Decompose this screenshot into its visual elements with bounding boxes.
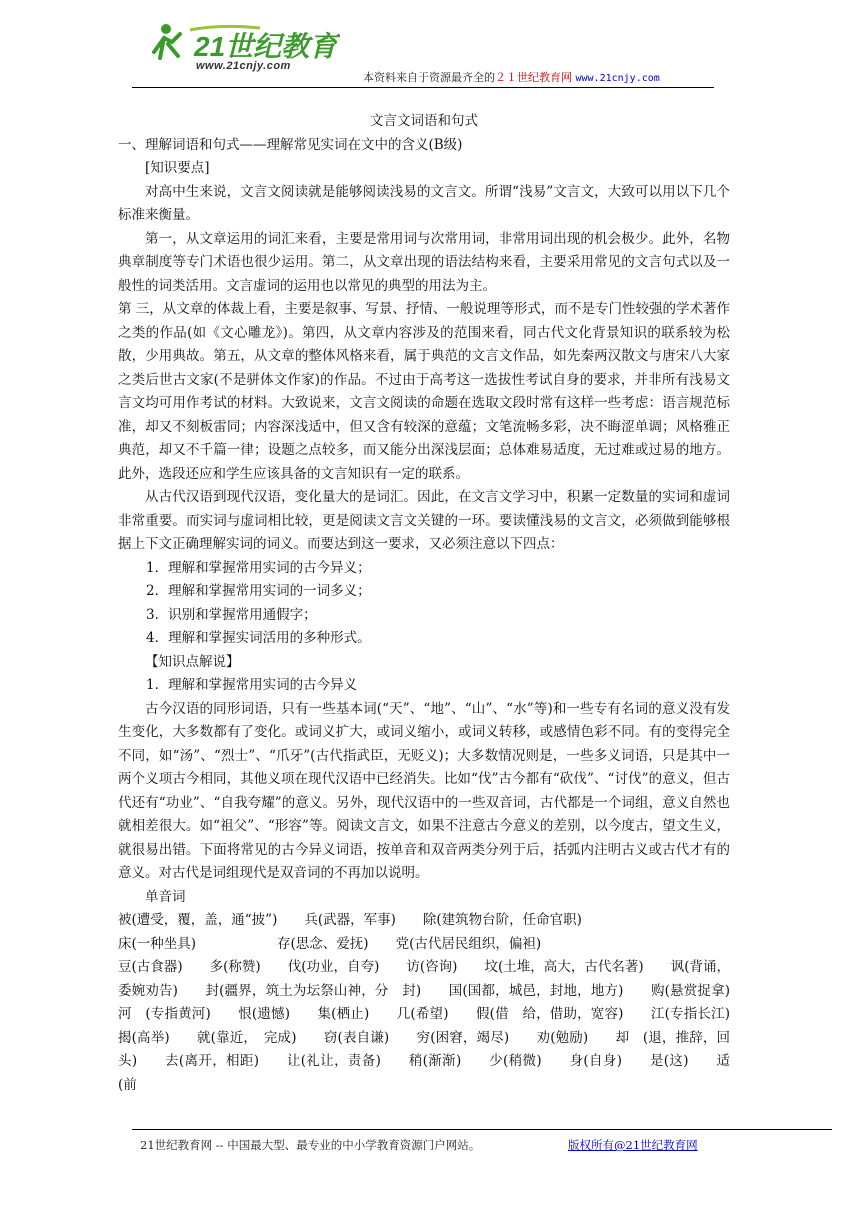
paragraph-4: 从古代汉语到现代汉语，变化量大的是词汇。因此，在文言文学习中，积累一定数量的实词和虚词非常重要。而实词与虚词相比较，更是阅读文言文关键的一环。要读懂浅易的文言文，必须做到能够根据上下文正确理解实词的词义。而要达到这一要求，又必须注意以下四点： (118, 489, 730, 552)
copyright-link[interactable]: 版权所有@21世纪教育网 (568, 1138, 698, 1152)
list-item-2: 2．理解和掌握常用实词的一词多义； (146, 583, 371, 599)
vocab-line-1: 被(遭受，覆，盖，通“披”) 兵(武器，军事) 除(建筑物台阶，任命官职) (118, 912, 582, 928)
runner-logo-icon (150, 22, 340, 62)
paragraph-3: 第 三，从文章的体裁上看，主要是叙事、写景、抒情、一般说理等形式，而不是专门性较强的学术著作之类的作品(如《文心雕龙》)。第四，从文章内容涉及的范围来看，同古代文化背景知识的联系较为松散，少用典故。第五，从文章的整体风格来看，属于典范的文言文作品，如先秦两汉散文与唐宋八大家之类后世古文家(不是骈体文作家)的作品。不过由于高考这一选拔性考试自身的要求，并非所有浅易文言文均可用作考试的材料。大致说来，文言文阅读的命题在选取文段时常有这样一些考虑：语言规范标准，却又不刻板雷同；内容深浅适中，但又含有较深的意蕴；文笔流畅多彩，决不晦涩单调；风格雅正典范，却又不千篇一律；设题之点较多，而又能分出深浅层面；总体难易适度，无过难或过易的地方。此外，选段还应和学生应该具备的文言知识有一定的联系。 (118, 301, 730, 482)
list-item-4: 4．理解和掌握实词活用的多种形式。 (146, 630, 371, 646)
source-prefix: 本资料来自于资源最齐全的 (363, 71, 495, 84)
source-url-link[interactable]: www.21cnjy.com (575, 73, 660, 84)
logo-wordmark: 21世纪教育 (194, 31, 338, 62)
document-title: 文言文词语和句式 (370, 113, 478, 129)
paragraph-1: 对高中生来说，文言文阅读就是能够阅读浅易的文言文。所谓“浅易”文言文，大致可以用以下几个标准来衡量。 (118, 183, 730, 223)
footer-tagline: 21世纪教育网 -- 中国最大型、最专业的中小学教育资源门户网站。 (140, 1138, 481, 1152)
monosyllabic-label: 单音词 (145, 888, 186, 905)
vocab-line-2: 床(一种坐具) 存(思念、爱抚) 党(古代居民组织，偏袒) (118, 935, 542, 952)
vocab-list: 豆(古食器) 多(称赞) 伐(功业，自夸) 访(咨询) 坟(土堆，高大，古代名著) 讽(背诵，委婉劝告) 封(疆界，筑土为坛祭山神，分 封) 国(国都，城邑，封地，地方) 购(悬赏捉拿) 河 (专指黄河) 恨(遗憾) 集(栖止) 几(希望) 假(借 给，借助，宽容) 江(专指长江) 揭(高举) 就(靠近， 完成) 窃(表自谦) 穷(困窘，竭尽) 劝(勉励) 却 (退，推辞，回头) 去(离开，相距) 让(礼让，责备) 稍(渐渐) 少(稍微) 身(自身) 是(这) 适(前 (118, 959, 757, 1093)
source-brand: ２１世纪教育网 (495, 71, 572, 84)
header-divider (132, 87, 714, 88)
list-item-1: 1．理解和掌握常用实词的古今异义； (146, 559, 371, 576)
header-source-line (363, 69, 660, 85)
logo-url: www.21cnjy.com (196, 60, 291, 72)
paragraph-5: 古今汉语的同形词语，只有一些基本词(“天”、“地”、“山”、“水”等)和一些专有名词的意义没有发生变化，大多数都有了变化。或词义扩大，或词义缩小，或词义转移，或感情色彩不同。有的变得完全不同，如“汤”、“烈士”、“爪牙”(古代指武臣，无贬义)；大多数情况则是，一些多义词语，只是其中一两个义项古今相同，其他义项在现代汉语中已经消失。比如“伐”古今都有“砍伐”、“讨伐”的意义，但古代还有“功业”、“自我夸耀”的意义。另外，现代汉语中的一些双音词，古代都是一个词组，意义自然也就相差很大。如“祖父”、“形容”等。阅读文言文，如果不注意古今意义的差别，以今度古，望文生义，就很易出错。下面将常见的古今异义词语，按单音和双音两类分列于后，括弧内注明古义或古代才有的意义。对古代是词组现代是双音词的不再加以说明。 (118, 700, 730, 881)
document-body (118, 110, 757, 1097)
footer-divider (132, 1129, 832, 1130)
section-heading: 一、理解词语和句式——理解常见实词在文中的含义(B级) (118, 136, 463, 153)
knowledge-points-label: [知识要点] (145, 160, 210, 176)
site-logo[interactable] (150, 22, 340, 84)
footer (140, 1137, 740, 1153)
paragraph-2: 第一，从文章运用的词汇来看，主要是常用词与次常用词，非常用词出现的机会极少。此外，名物典章制度等专门术语也很少运用。第二，从文章出现的语法结构来看，主要采用常见的文言句式以及一般性的词类活用。文言虚词的运用也以常见的典型的用法为主。 (118, 230, 730, 294)
subsection-heading: 1．理解和掌握常用实词的古今异义 (146, 677, 358, 693)
explain-label: 【知识点解说】 (145, 653, 240, 670)
list-item-3: 3．识别和掌握常用通假字； (146, 606, 317, 623)
